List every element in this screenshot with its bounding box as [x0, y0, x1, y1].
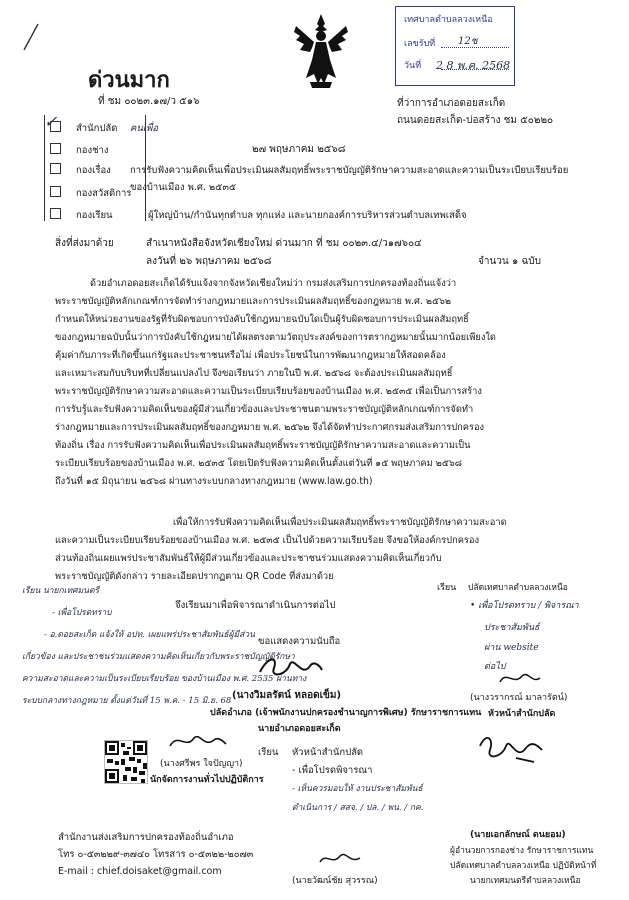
executive-title-1: ผู้อำนวยการกองช่าง รักษาราชการแทน	[450, 846, 594, 856]
footer-email: E-mail : chief.doisaket@gmail.com	[58, 866, 222, 877]
margin-note-line: - อ.ดอยสะเก็ด แจ้งให้ อปท. เผยแพร่ประชาสัมพันธ์ผู้มีส่วน	[44, 630, 255, 640]
enclosure-date: ลงวันที่ ๒๖ พฤษภาคม ๒๕๖๘	[146, 256, 272, 267]
margin-note-line: เกี่ยวข้อง และประชาชนร่วมแสดงความคิดเห็นเกี่ยวกับพระราชบัญญัติรักษา	[22, 652, 295, 662]
body-line: การรับรู้และรับฟังความคิดเห็นของผู้มีส่วนเกี่ยวข้องและประชาชนตามพระราชบัญญัติหลักเกณฑ์การจัดทำ	[55, 404, 474, 415]
signature-mid-icon	[318, 850, 362, 868]
garuda-emblem-icon	[292, 12, 350, 92]
right-note-signer-title: หัวหน้าสำนักปลัด	[488, 709, 556, 719]
routing-label-2: กองช่าง	[76, 145, 109, 156]
body-line: และความเป็นระเบียบเรียบร้อยของบ้านเมือง พ.ศ. ๒๕๓๕ เป็นไปด้วยความเรียบร้อย จึงขอให้องค์กรปกครอง	[55, 535, 480, 546]
body-line: ของกฎหมายฉบับนั้นว่าการบังคับใช้กฎหมายได้ผลตรงตามวัตถุประสงค์ของการตรากฎหมายนั้นมากน้อยเพียงใด	[55, 332, 496, 343]
corner-mark-icon	[20, 22, 42, 52]
subject-text: การรับฟังความคิดเห็นเพื่อประเมินผลสัมฤทธิ์พระราชบัญญัติรักษาความสะอาดและความเป็นระเบียบเรียบร้อย	[130, 165, 569, 176]
right-note-line-4: ต่อไป	[484, 662, 506, 672]
body-paragraph-3: จึงเรียนมาเพื่อพิจารณาดำเนินการต่อไป	[175, 600, 336, 611]
body-line: ด้วยอำเภอดอยสะเก็ดได้รับแจ้งจากจังหวัดเชียงใหม่ว่า กรมส่งเสริมการปกครองท้องถิ่นแจ้งว่า	[90, 278, 457, 289]
footer-phone: โทร ๐-๕๓๒๒๙-๓๗๔๐ โทรสาร ๐-๕๓๒๒-๒๐๗๓	[58, 849, 254, 860]
recipient-text: ผู้ใหญ่บ้าน/กำนันทุกตำบล ทุกแห่ง และนายกองค์การบริหารส่วนตำบลเทพเสด็จ	[148, 210, 467, 221]
stamp-office: เทศบาลตำบลลวงเหนือ	[404, 15, 493, 25]
signature-right-icon	[498, 668, 542, 688]
stamp-date-label: วันที่	[404, 61, 422, 71]
routing-note-1: คนเพื่อ	[130, 123, 159, 134]
signature-main-icon	[256, 652, 326, 682]
enclosure-text: สำเนาหนังสือจังหวัดเชียงใหม่ ด่วนมาก ที่ ชม ๐๐๒๓.๔/ว๑๗๖๐๔	[146, 238, 422, 249]
body-line: เพื่อให้การรับฟังความคิดเห็นเพื่อประเมินผลสัมฤทธิ์พระราชบัญญัติรักษาความสะอาด	[173, 517, 507, 528]
sender-office: ที่ว่าการอำเภอดอยสะเก็ด	[397, 98, 506, 109]
signatory-name: (นางวิมลรัตน์ หลอดเข็ม)	[232, 690, 342, 701]
executive-name: (นายเอกลักษณ์ ดนยอม)	[470, 830, 566, 840]
urgency-label: ด่วนมาก	[88, 68, 170, 93]
body-paragraph-1	[55, 275, 575, 491]
margin-note-line: ความสะอาดและความเป็นระเบียบเรียบร้อย ของบ้านเมือง พ.ศ. 2535 ผ่านทาง	[22, 674, 307, 684]
mid-note-line-4: ดำเนินการ / สสจ. / ปล. / พน. / กค.	[292, 803, 424, 813]
body-line: ร่างกฎหมายและการประเมินผลสัมฤทธิ์ของกฎหมาย พ.ศ. ๒๕๖๒ จึงได้จัดทำประกาศกรมส่งเสริมการปกครอง	[55, 422, 485, 433]
signatory-title-2: นายอำเภอดอยสะเก็ด	[258, 724, 341, 734]
routing-label-4: กองสวัสดิการ	[76, 188, 132, 199]
mid-note-line-3: - เห็นควรมอบให้ งานประชาสัมพันธ์	[292, 784, 423, 794]
executive-title-3: นายกเทศมนตรีตำบลลวงเหนือ	[470, 876, 581, 886]
body-line: ถึงวันที่ ๑๕ มิถุนายน ๒๕๖๘ ผ่านทางระบบกลางทางกฎหมาย (www.law.go.th)	[55, 476, 373, 487]
routing-label-1: สำนักปลัด	[76, 123, 118, 134]
body-line: ท้องถิ่น เรื่อง การรับฟังความคิดเห็นเพื่อประเมินผลสัมฤทธิ์พระราชบัญญัติรักษาความสะอาดและความเป็น	[55, 440, 471, 451]
body-paragraph-2	[55, 514, 575, 586]
right-note-line-1: • เพื่อโปรดทราบ / พิจารณา	[470, 601, 579, 611]
document-date: ๒๗ พฤษภาคม ๒๕๖๘	[252, 144, 346, 155]
enclosure-quantity: จำนวน ๑ ฉบับ	[478, 256, 541, 267]
body-line: คุ้มค่ากับภาระที่เกิดขึ้นแก่รัฐและประชาชนหรือไม่ เพื่อประโยชน์ในการพัฒนากฎหมายให้สอดคล้อง	[55, 350, 446, 361]
right-note-line-2: ประชาสัมพันธ์	[484, 623, 540, 633]
officer-name: (นางศรีพร ใจปัญญา)	[160, 759, 243, 769]
right-note-label: เรียน	[437, 583, 457, 593]
closing-text: ขอแสดงความนับถือ	[258, 636, 341, 647]
body-line: พระราชบัญญัติดังกล่าว รายละเอียดปรากฏตาม QR Code ที่ส่งมาด้วย	[55, 571, 334, 582]
margin-note-line: - เพื่อโปรดทราบ	[52, 608, 112, 618]
right-note-signer: (นางวรากรณ์ มาลารัตน์)	[470, 693, 568, 703]
stamp-recv-no: 12ช	[458, 36, 478, 47]
sender-address: ถนนดอยสะเก็ด-บ่อสร้าง ชม ๕๐๒๒๐	[397, 115, 554, 126]
signatory-title-1: ปลัดอำเภอ (เจ้าพนักงานปกครองชำนาญการพิเศษ) รักษาราชการแทน	[210, 708, 482, 718]
body-line: ระเบียบเรียบร้อยของบ้านเมือง พ.ศ. ๒๕๓๕ โดยเปิดรับฟังความคิดเห็นตั้งแต่วันที่ ๑๕ พฤษภาคม ๒๕๖๘	[55, 458, 462, 469]
margin-note-line: ระบบกลางทางกฎหมาย ตั้งแต่วันที่ 15 พ.ค. - 15 มิ.ย. 68	[22, 696, 232, 706]
body-line: และเหมาะสมกับบริบทที่เปลี่ยนแปลงไป จึงขอเรียนว่า ภายในปี พ.ศ. ๒๕๖๘ จะต้องประเมินผลสัมฤทธิ์	[55, 368, 453, 379]
margin-note-line: เรียน นายกเทศมนตรี	[22, 586, 100, 596]
qr-code	[104, 740, 148, 784]
body-line: พระราชบัญญัติรักษาความสะอาดและความเป็นระเบียบเรียบร้อยของบ้านเมือง พ.ศ. ๒๕๓๕ เพื่อเป็นการสร้าง	[55, 386, 482, 397]
signature-executive-icon	[476, 728, 546, 768]
mid-note-line-1: หัวหน้าสำนักปลัด	[292, 747, 364, 758]
stamp-date-value: 2 8 พ.ค. 2568	[436, 59, 511, 72]
stamp-recv-label: เลขรับที่	[404, 39, 436, 49]
body-line: กำหนดให้หน่วยงานของรัฐที่รับผิดชอบการบังคับใช้กฎหมายฉบับใดเป็นผู้รับผิดชอบการประเมินผลสัมฤทธิ์	[55, 314, 469, 325]
enclosure-label: สิ่งที่ส่งมาด้วย	[55, 238, 114, 249]
routing-label-5: กองเรียน	[76, 210, 113, 221]
subject-text-2: ของบ้านเมือง พ.ศ. ๒๕๓๕	[130, 182, 237, 193]
mid-note-label: เรียน	[258, 747, 279, 758]
body-line: พระราชบัญญัติหลักเกณฑ์การจัดทำร่างกฎหมายและการประเมินผลสัมฤทธิ์ของกฎหมาย พ.ศ. ๒๕๖๒	[55, 296, 452, 307]
right-note-line-3: ผ่าน website	[484, 643, 539, 653]
qr-pattern-icon	[105, 741, 147, 783]
footer-office: สำนักงานส่งเสริมการปกครองท้องถิ่นอำเภอ	[58, 832, 234, 843]
officer-title: นักจัดการงานทั่วไปปฏิบัติการ	[150, 775, 264, 785]
check-mark-icon: ✓	[44, 112, 58, 131]
receipt-stamp	[395, 6, 515, 86]
right-note-to: ปลัดเทศบาลตำบลลวงเหนือ	[468, 583, 568, 593]
signature-officer-icon	[168, 730, 228, 752]
document-number: ที่ ชม ๐๐๒๓.๑๗/ว ๕๑๖	[98, 96, 200, 107]
mid-note-signer: (นายวัฒน์ชัย สุวรรณ)	[292, 876, 378, 886]
body-line: ส่วนท้องถิ่นเผยแพร่ประชาสัมพันธ์ให้ผู้มีส่วนเกี่ยวข้องและประชาชนร่วมแสดงความคิดเห็นเกี่ยวกับ	[55, 553, 442, 564]
routing-label-3: กองเรื่อง	[76, 165, 111, 176]
mid-note-line-2: - เพื่อโปรดพิจารณา	[292, 765, 373, 776]
executive-title-2: ปลัดเทศบาลตำบลลวงเหนือ ปฏิบัติหน้าที่	[450, 861, 597, 871]
